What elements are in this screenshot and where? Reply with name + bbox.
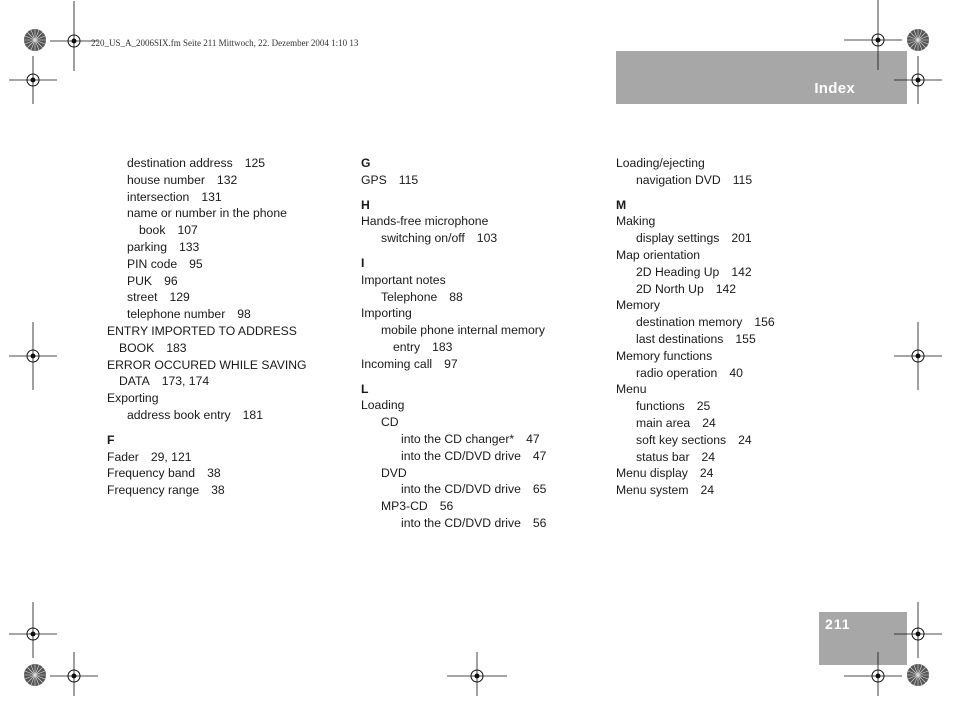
index-entry-text: functions bbox=[636, 399, 685, 414]
index-subentry bbox=[616, 314, 846, 331]
index-entry-text: ENTRY IMPORTED TO ADDRESS bbox=[107, 323, 297, 338]
index-entry bbox=[616, 381, 846, 398]
index-entry bbox=[616, 482, 846, 499]
index-entry-text: main area bbox=[636, 415, 691, 430]
registration-mark-icon bbox=[868, 30, 888, 50]
color-rosette-icon bbox=[23, 663, 47, 692]
index-page-ref: 97 bbox=[444, 356, 458, 371]
index-page-ref: 65 bbox=[532, 482, 547, 497]
registration-mark-icon bbox=[467, 666, 487, 686]
registration-mark-icon bbox=[64, 666, 84, 686]
index-entry bbox=[107, 482, 337, 499]
print-header: 220_US_A_2006SIX.fm Seite 211 Mittwoch, 22. Dezember 2004 1:10 13 bbox=[91, 38, 359, 48]
section-tab bbox=[616, 51, 907, 104]
index-entry-text: intersection bbox=[127, 189, 190, 204]
index-subentry bbox=[361, 465, 591, 482]
index-page-ref: 142 bbox=[731, 264, 752, 279]
index-entry-text: GPS bbox=[361, 172, 387, 187]
index-entry bbox=[616, 247, 846, 264]
index-entry-text: Loading bbox=[361, 398, 405, 413]
index-letter-heading: L bbox=[361, 381, 369, 396]
index-entry-text: entry bbox=[393, 339, 421, 354]
index-page-ref: 47 bbox=[526, 431, 540, 446]
index-entry bbox=[107, 373, 337, 390]
index-page-ref: 40 bbox=[729, 365, 743, 380]
index-page-ref: 24 bbox=[701, 449, 716, 464]
index-entry-text: Incoming call bbox=[361, 356, 433, 371]
index-page-ref: 142 bbox=[715, 281, 737, 296]
index-page-ref: 133 bbox=[178, 239, 200, 254]
index-page-ref: 47 bbox=[532, 448, 547, 463]
registration-mark-icon bbox=[64, 31, 84, 51]
index-page-ref: 38 bbox=[211, 483, 225, 498]
index-page-ref: 56 bbox=[532, 515, 547, 530]
index-page-ref: 132 bbox=[216, 172, 238, 187]
index-entry bbox=[361, 272, 591, 289]
index-subentry bbox=[361, 230, 591, 247]
index-page-ref: 38 bbox=[207, 466, 221, 481]
index-entry-text: 2D Heading Up bbox=[636, 264, 720, 279]
index-entry bbox=[616, 155, 846, 172]
index-entry bbox=[616, 465, 846, 482]
registration-mark-icon bbox=[23, 70, 43, 90]
index-subentry bbox=[616, 172, 846, 189]
index-subentry bbox=[361, 414, 591, 431]
index-letter-heading: H bbox=[361, 197, 370, 212]
index-entry-text: CD bbox=[381, 415, 399, 430]
index-page-ref: 29, 121 bbox=[150, 449, 192, 464]
index-page-ref: 24 bbox=[738, 432, 752, 447]
index-page-ref: 88 bbox=[449, 289, 463, 304]
index-page-ref: 56 bbox=[439, 499, 454, 514]
registration-mark-icon bbox=[23, 346, 43, 366]
index-letter-heading: M bbox=[616, 197, 627, 212]
index-letter-heading: G bbox=[361, 156, 371, 170]
index-entry-text: Menu bbox=[616, 382, 647, 397]
index-subentry bbox=[616, 365, 846, 382]
index-subentry bbox=[616, 449, 846, 466]
index-entry-text: Map orientation bbox=[616, 247, 701, 262]
index-entry bbox=[361, 305, 591, 322]
index-subentry bbox=[107, 289, 337, 306]
index-entry-text: soft key sections bbox=[636, 432, 727, 447]
index-subentry bbox=[107, 189, 337, 206]
index-subentry bbox=[616, 398, 846, 415]
index-entry bbox=[361, 172, 591, 189]
index-subentry bbox=[107, 172, 337, 189]
index-subentry bbox=[361, 448, 591, 465]
index-subentry bbox=[616, 331, 846, 348]
index-entry-text: MP3-CD bbox=[381, 499, 428, 514]
index-entry-text: navigation DVD bbox=[636, 172, 721, 187]
index-entry-text: 2D North Up bbox=[636, 281, 704, 296]
index-entry-text: Exporting bbox=[107, 391, 159, 406]
index-entry-text: switching on/off bbox=[381, 231, 465, 246]
index-page-ref: 183 bbox=[432, 339, 453, 354]
index-subentry bbox=[107, 273, 337, 290]
index-subentry bbox=[361, 339, 591, 356]
index-subentry bbox=[107, 205, 337, 222]
index-entry bbox=[107, 340, 337, 357]
index-entry-text: into the CD/DVD drive bbox=[401, 515, 521, 530]
registration-mark-icon bbox=[908, 624, 928, 644]
index-page-ref: 103 bbox=[476, 231, 498, 246]
index-entry bbox=[361, 213, 591, 230]
index-subentry bbox=[616, 264, 846, 281]
index-entry-text: Hands-free microphone bbox=[361, 214, 489, 229]
index-entry-text: into the CD/DVD drive bbox=[401, 448, 521, 463]
index-entry-text: street bbox=[127, 290, 158, 305]
index-page-ref: 181 bbox=[242, 407, 263, 422]
index-letter-heading: F bbox=[107, 432, 115, 447]
index-subentry bbox=[107, 222, 337, 239]
index-entry-text: Frequency range bbox=[107, 483, 200, 498]
index-page-ref: 156 bbox=[754, 315, 775, 330]
index-entry-text: Importing bbox=[361, 306, 412, 321]
index-entry-text: Memory functions bbox=[616, 348, 713, 363]
index-page-ref: 201 bbox=[731, 231, 752, 246]
index-page-ref: 183 bbox=[166, 340, 187, 355]
index-entry bbox=[107, 390, 337, 407]
index-entry-text: last destinations bbox=[636, 331, 724, 346]
index-page-ref: 107 bbox=[177, 223, 198, 238]
index-page-ref: 95 bbox=[189, 256, 203, 271]
index-column-2 bbox=[361, 155, 591, 532]
index-entry-text: Telephone bbox=[381, 289, 438, 304]
index-subentry bbox=[107, 256, 337, 273]
index-entry-text: telephone number bbox=[127, 307, 226, 322]
index-entry-text: DATA bbox=[119, 374, 150, 389]
index-entry-text: into the CD/DVD drive bbox=[401, 482, 521, 497]
index-page-ref: 155 bbox=[735, 331, 756, 346]
index-entry bbox=[107, 357, 337, 374]
index-column-1 bbox=[107, 155, 337, 499]
index-subentry bbox=[361, 322, 591, 339]
index-page-ref: 24 bbox=[699, 466, 714, 481]
index-entry bbox=[107, 465, 337, 482]
index-entry-text: name or number in the phone bbox=[127, 206, 287, 221]
index-entry bbox=[361, 356, 591, 373]
index-page-ref: 115 bbox=[398, 172, 419, 187]
color-rosette-icon bbox=[906, 28, 930, 57]
index-subentry bbox=[107, 239, 337, 256]
index-letter-heading: I bbox=[361, 255, 365, 270]
index-entry-text: Menu display bbox=[616, 466, 688, 481]
registration-mark-icon bbox=[908, 346, 928, 366]
index-subentry bbox=[361, 515, 591, 532]
index-entry-text: status bar bbox=[636, 449, 690, 464]
index-entry-text: ERROR OCCURED WHILE SAVING bbox=[107, 357, 307, 372]
index-entry-text: into the CD changer* bbox=[401, 431, 515, 446]
index-subentry bbox=[616, 230, 846, 247]
color-rosette-icon bbox=[906, 663, 930, 692]
index-entry-text: destination address bbox=[127, 156, 233, 170]
index-subentry bbox=[107, 155, 337, 172]
index-entry-text: PUK bbox=[127, 273, 153, 288]
index-entry-text: book bbox=[139, 223, 166, 238]
registration-mark-icon bbox=[908, 70, 928, 90]
index-subentry bbox=[107, 407, 337, 424]
index-entry bbox=[361, 397, 591, 414]
section-tab-label: Index bbox=[814, 80, 855, 97]
index-subentry bbox=[616, 415, 846, 432]
index-page-ref: 98 bbox=[237, 307, 251, 322]
index-page-ref: 129 bbox=[169, 290, 190, 305]
index-page-ref: 25 bbox=[696, 399, 711, 414]
index-entry-text: DVD bbox=[381, 465, 407, 480]
index-entry bbox=[616, 297, 846, 314]
index-entry-text: display settings bbox=[636, 231, 720, 246]
index-entry-text: parking bbox=[127, 239, 167, 254]
index-subentry bbox=[616, 432, 846, 449]
index-page-ref: 173, 174 bbox=[161, 374, 210, 389]
index-entry-text: BOOK bbox=[119, 340, 155, 355]
index-entry-text: destination memory bbox=[636, 315, 743, 330]
index-entry bbox=[107, 323, 337, 340]
index-page-ref: 96 bbox=[164, 273, 178, 288]
index-subentry bbox=[616, 281, 846, 298]
index-entry-text: radio operation bbox=[636, 365, 718, 380]
index-subentry bbox=[107, 306, 337, 323]
index-subentry bbox=[361, 481, 591, 498]
index-entry-text: Frequency band bbox=[107, 466, 196, 481]
index-entry-text: PIN code bbox=[127, 256, 178, 271]
index-entry-text: Important notes bbox=[361, 272, 446, 287]
index-entry-text: Fader bbox=[107, 449, 139, 464]
page-number: 211 bbox=[825, 616, 851, 632]
index-subentry bbox=[361, 431, 591, 448]
index-page-ref: 24 bbox=[702, 415, 716, 430]
page-number-box bbox=[819, 612, 907, 665]
registration-mark-icon bbox=[23, 624, 43, 644]
index-entry bbox=[616, 348, 846, 365]
index-entry-text: mobile phone internal memory bbox=[381, 323, 545, 338]
index-subentry bbox=[361, 498, 591, 515]
index-subentry bbox=[361, 289, 591, 306]
index-entry-text: Loading/ejecting bbox=[616, 156, 705, 170]
index-entry-text: Making bbox=[616, 214, 656, 229]
index-entry-text: address book entry bbox=[127, 407, 231, 422]
registration-mark-icon bbox=[868, 666, 888, 686]
index-column-3 bbox=[616, 155, 846, 499]
index-entry-text: house number bbox=[127, 172, 205, 187]
index-entry bbox=[107, 449, 337, 466]
index-page-ref: 115 bbox=[732, 172, 753, 187]
index-entry-text: Memory bbox=[616, 298, 661, 313]
color-rosette-icon bbox=[23, 28, 47, 57]
index-entry-text: Menu system bbox=[616, 483, 689, 498]
index-entry bbox=[616, 213, 846, 230]
index-page-ref: 125 bbox=[244, 156, 266, 170]
index-page-ref: 131 bbox=[201, 189, 222, 204]
index-page-ref: 24 bbox=[700, 483, 715, 498]
